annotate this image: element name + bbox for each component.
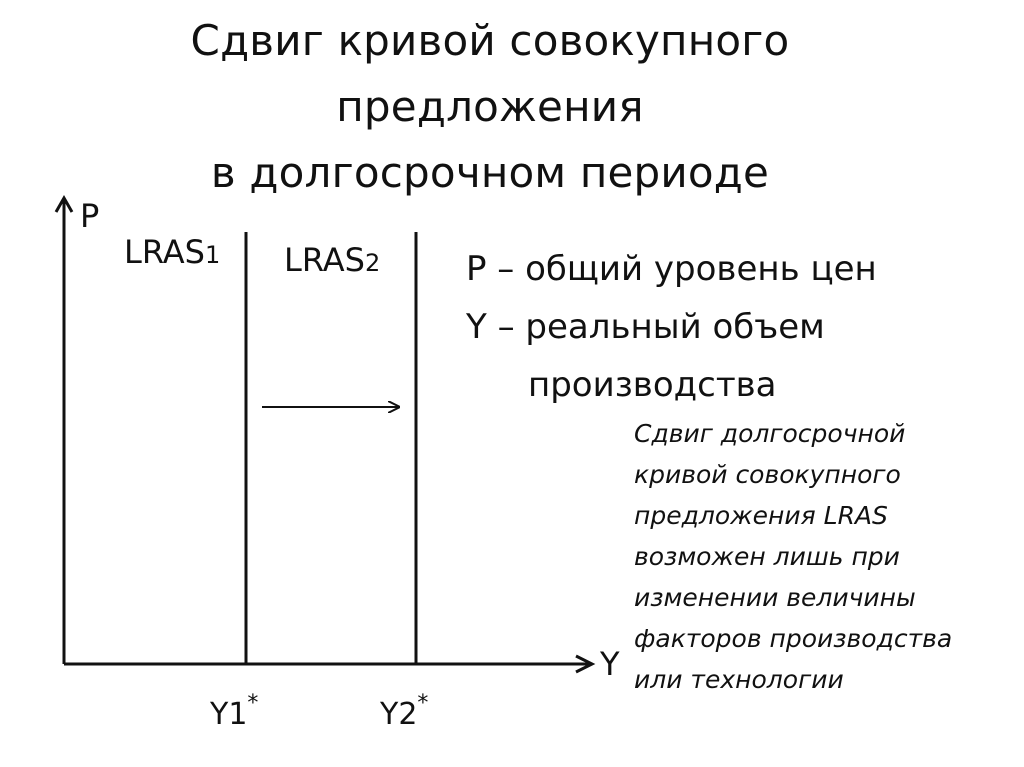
y1-tick-label bbox=[210, 691, 259, 732]
title-line-3: в долгосрочном периоде bbox=[210, 148, 770, 197]
lras2-label-main: LRAS bbox=[284, 241, 365, 279]
lras2-label bbox=[284, 241, 381, 279]
note-line-7: или технологии bbox=[634, 665, 844, 694]
y2-tick-label bbox=[380, 691, 429, 732]
lras1-label-main: LRAS bbox=[124, 233, 205, 271]
lras1-label bbox=[124, 233, 221, 271]
title-line-1: Сдвиг кривой совокупного bbox=[190, 16, 790, 65]
explanation-note bbox=[634, 413, 952, 700]
title-line-2: предложения bbox=[336, 82, 644, 131]
note-line-5: изменении величины bbox=[634, 583, 916, 612]
lras2-label-sub: 2 bbox=[364, 249, 381, 277]
y1-main: Y bbox=[210, 697, 229, 732]
note-line-2: кривой совокупного bbox=[634, 460, 901, 489]
lras1-label-sub: 1 bbox=[204, 241, 221, 269]
legend bbox=[466, 240, 877, 414]
y2-sup: * bbox=[417, 691, 429, 716]
note-line-3: предложения LRAS bbox=[634, 501, 888, 530]
note-line-1: Сдвиг долгосрочной bbox=[634, 419, 906, 448]
legend-y-definition-line2: производства bbox=[528, 365, 777, 405]
y1-sup: * bbox=[247, 691, 259, 716]
note-line-4: возможен лишь при bbox=[634, 542, 900, 571]
y2-main: Y bbox=[380, 697, 399, 732]
y2-sub: 2 bbox=[398, 697, 418, 732]
y1-sub: 1 bbox=[228, 697, 248, 732]
note-line-6: факторов производства bbox=[634, 624, 953, 653]
y-axis-label: P bbox=[80, 197, 100, 235]
legend-p-definition: P – общий уровень цен bbox=[466, 249, 877, 289]
legend-y-definition-line1: Y – реальный объем bbox=[466, 307, 825, 347]
x-axis-label: Y bbox=[600, 645, 620, 683]
